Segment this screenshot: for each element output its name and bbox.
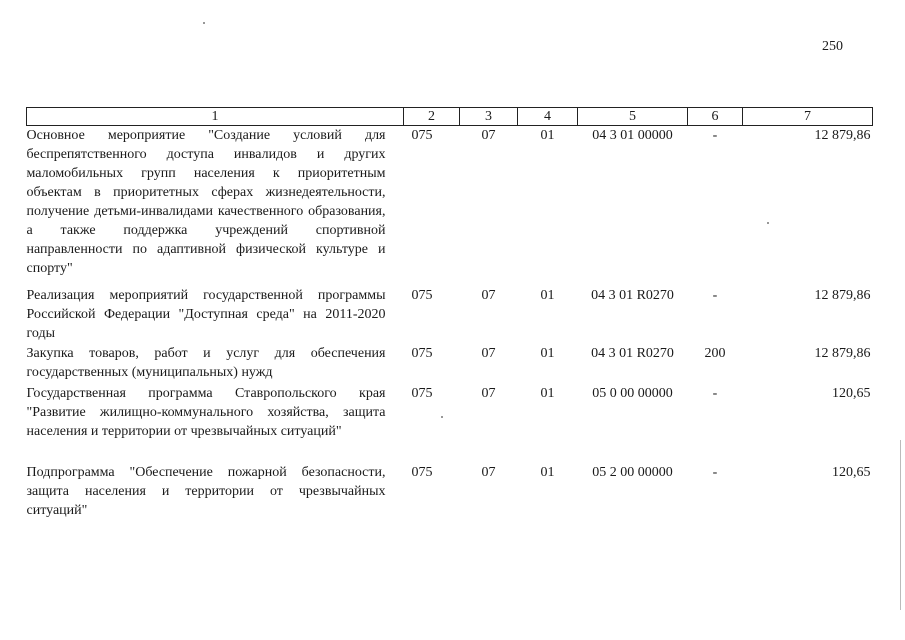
- row-name: Подпрограмма "Обеспечение пожарной безопасности, защита населения и территории от чрезвычайных ситуаций": [26, 464, 386, 518]
- row-subsection: 01: [540, 385, 555, 401]
- row-amount: 12 879,86: [814, 128, 871, 143]
- row-expense-type: 200: [704, 345, 726, 361]
- row-code: 075: [411, 385, 433, 401]
- page-number: 250: [822, 39, 843, 54]
- row-amount: 120,65: [832, 385, 871, 401]
- table-row: [27, 286, 873, 344]
- row-subsection: 01: [540, 345, 555, 361]
- row-subsection: 01: [540, 464, 555, 480]
- row-subsection: 01: [540, 128, 555, 143]
- row-expense-type: -: [712, 385, 718, 401]
- row-subsection: 01: [540, 287, 555, 303]
- row-code: 075: [411, 464, 433, 480]
- row-name: Реализация мероприятий государственной программы Российской Федерации "Доступная среда" на 2011-2020 годы: [26, 287, 386, 341]
- table-row: [27, 344, 873, 384]
- column-header: 6: [688, 108, 743, 126]
- row-code: 075: [411, 128, 433, 143]
- row-target-article: 04 3 01 R0270: [591, 287, 674, 303]
- row-section: 07: [481, 345, 496, 361]
- row-name: Основное мероприятие "Создание условий для беспрепятственного доступа инвалидов и других маломобильных групп населения к приоритетным объектам в приоритетных сферах жизнедеятельности, получение детьми-инвалидами качественного образования, а также поддержка учреждений спортивной направленности по адаптивной физической культуре и спорту": [26, 128, 386, 276]
- table-row: [27, 463, 873, 523]
- row-section: 07: [481, 385, 496, 401]
- column-header: 1: [27, 108, 404, 126]
- row-amount: 120,65: [832, 464, 871, 480]
- row-code: 075: [411, 287, 433, 303]
- column-header: 7: [743, 108, 873, 126]
- row-expense-type: -: [712, 128, 718, 143]
- column-header: 5: [578, 108, 688, 126]
- row-expense-type: -: [712, 464, 718, 480]
- row-amount: 12 879,86: [814, 345, 871, 361]
- row-target-article: 05 2 00 00000: [592, 464, 673, 480]
- scan-speck: [767, 222, 769, 224]
- column-header: 4: [518, 108, 578, 126]
- column-header: 2: [404, 108, 460, 126]
- table-row: [27, 384, 873, 463]
- scan-speck: [203, 22, 205, 24]
- row-name: Закупка товаров, работ и услуг для обеспечения государственных (муниципальных) нужд: [26, 345, 386, 380]
- table-header-row: [27, 108, 873, 126]
- scan-speck: [441, 416, 443, 418]
- row-target-article: 04 3 01 00000: [592, 128, 673, 143]
- row-code: 075: [411, 345, 433, 361]
- table-row: [27, 126, 873, 286]
- row-amount: 12 879,86: [814, 287, 871, 303]
- row-name: Государственная программа Ставропольского края "Развитие жилищно-коммунального хозяйства, защита населения и территории от чрезвычайных ситуаций": [26, 385, 386, 439]
- row-target-article: 05 0 00 00000: [592, 385, 673, 401]
- row-expense-type: -: [712, 287, 718, 303]
- scan-edge-line: [900, 440, 901, 610]
- row-section: 07: [481, 464, 496, 480]
- row-section: 07: [481, 128, 496, 143]
- row-target-article: 04 3 01 R0270: [591, 345, 674, 361]
- row-section: 07: [481, 287, 496, 303]
- budget-table: [26, 107, 873, 523]
- column-header: 3: [460, 108, 518, 126]
